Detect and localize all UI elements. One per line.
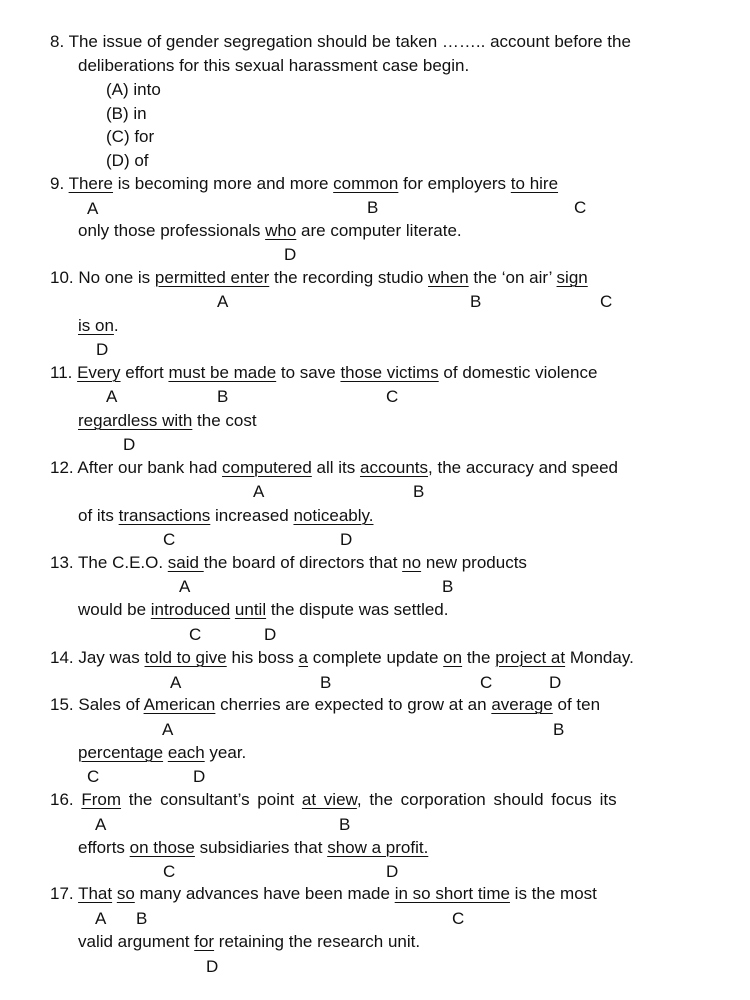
question-9-text: for employers xyxy=(398,174,511,193)
question-15-label-c: C xyxy=(87,767,100,786)
question-12-underlined-a: computered xyxy=(222,458,312,477)
question-10-label-a: A xyxy=(217,292,229,311)
question-9-underlined-b: common xyxy=(333,174,399,193)
question-16-label-d: D xyxy=(386,862,399,881)
question-14-underlined-c: on xyxy=(443,648,463,667)
question-11-text: to save xyxy=(276,363,341,382)
question-16-label-b: B xyxy=(339,815,351,834)
question-15-underlined-d: each xyxy=(167,743,205,762)
question-13-label-c: C xyxy=(189,625,202,644)
question-10-text: . xyxy=(113,316,119,335)
question-16-label-c: C xyxy=(163,862,176,881)
question-11-label-a: A xyxy=(106,387,118,406)
question-14-label-d: D xyxy=(549,673,562,692)
question-13-underlined-a: said xyxy=(167,553,204,572)
question-13-text: the board of directors that xyxy=(203,553,403,572)
question-17-text: many advances have been made xyxy=(134,884,395,903)
question-15-underlined-a: American xyxy=(143,695,216,714)
question-17-number: 17. xyxy=(50,884,79,903)
question-9-text: are computer literate. xyxy=(296,221,462,240)
question-15-underlined-b: average xyxy=(491,695,553,714)
question-14-text: complete update xyxy=(308,648,444,667)
question-11-text: the cost xyxy=(192,411,257,430)
question-13-underlined-c: introduced xyxy=(150,600,231,619)
question-11-line1 xyxy=(50,363,597,383)
question-11-underlined-d: regardless with xyxy=(78,411,193,430)
question-15-label-a: A xyxy=(162,720,174,739)
question-13-label-b: B xyxy=(442,577,454,596)
question-16-underlined-a: From xyxy=(81,790,122,809)
question-15-line2 xyxy=(78,743,246,763)
question-13-underlined-b: no xyxy=(402,553,422,572)
question-16-label-a: A xyxy=(95,815,107,834)
question-16-line2 xyxy=(78,838,428,858)
question-17-text: is the most xyxy=(509,884,597,903)
question-10-underlined-d: is on xyxy=(78,316,114,335)
question-10-text: 10. No one is xyxy=(50,268,155,287)
question-9-line1 xyxy=(50,174,558,194)
question-12-label-c: C xyxy=(163,530,176,549)
question-15-underlined-c: percentage xyxy=(78,743,164,762)
question-12-label-b: B xyxy=(413,482,425,501)
question-16-underlined-c: on those xyxy=(129,838,195,857)
question-10-text: the ‘on air’ xyxy=(468,268,557,287)
question-13-line1 xyxy=(50,553,527,573)
question-8-option-c: (C) for xyxy=(106,127,155,146)
question-14-underlined-a: told to give xyxy=(144,648,227,667)
question-14-label-c: C xyxy=(480,673,493,692)
question-16-number: 16. xyxy=(50,790,82,809)
question-11-number: 11. xyxy=(50,363,78,382)
question-17-underlined-b: so xyxy=(116,884,135,903)
question-13-underlined-d: until xyxy=(234,600,267,619)
question-11-text: effort xyxy=(120,363,169,382)
question-11-text: of domestic violence xyxy=(438,363,598,382)
question-11-label-c: C xyxy=(386,387,399,406)
question-10-label-d: D xyxy=(96,340,109,359)
question-11-underlined-a: Every xyxy=(77,363,121,382)
question-12-underlined-c: transactions xyxy=(118,506,211,525)
question-10-line1 xyxy=(50,268,588,288)
question-11-label-b: B xyxy=(217,387,229,406)
question-16-text: the consultant’s point xyxy=(121,790,302,809)
question-10-label-c: C xyxy=(600,292,613,311)
question-17-text: valid argument xyxy=(78,932,195,951)
question-12-text: increased xyxy=(210,506,294,525)
question-17-label-b: B xyxy=(136,909,148,928)
question-17-label-c: C xyxy=(452,909,465,928)
question-10-text: the recording studio xyxy=(269,268,429,287)
question-13-text: new products xyxy=(421,553,527,572)
question-14-text: Monday. xyxy=(565,648,634,667)
question-9-label-c: C xyxy=(574,198,587,217)
question-13-text: would be xyxy=(78,600,151,619)
question-9-label-d: D xyxy=(284,245,297,264)
question-17-underlined-c: in so short time xyxy=(394,884,510,903)
question-8-option-a: (A) into xyxy=(106,80,161,99)
question-12-label-d: D xyxy=(340,530,353,549)
question-14-underlined-b: a xyxy=(298,648,309,667)
question-10-label-b: B xyxy=(470,292,482,311)
question-16-underlined-d: show a profit. xyxy=(327,838,429,857)
question-10-line2 xyxy=(78,316,119,336)
question-17-label-d: D xyxy=(206,957,219,976)
question-9-number: 9. xyxy=(50,174,69,193)
question-16-text: efforts xyxy=(78,838,130,857)
question-9-underlined-d: who xyxy=(265,221,297,240)
question-12-label-a: A xyxy=(253,482,265,501)
question-11-underlined-b: must be made xyxy=(168,363,277,382)
question-12-text: , the accuracy and speed xyxy=(428,458,618,477)
question-15-text: cherries are expected to grow at an xyxy=(215,695,492,714)
question-17-line2 xyxy=(78,932,420,952)
question-17-label-a: A xyxy=(95,909,107,928)
question-14-text: the xyxy=(462,648,496,667)
question-13-label-d: D xyxy=(264,625,277,644)
question-13-text: 13. The C.E.O. xyxy=(50,553,168,572)
question-9-label-b: B xyxy=(367,198,379,217)
question-8-option-b: (B) in xyxy=(106,104,147,123)
question-15-text: year. xyxy=(204,743,247,762)
question-12-underlined-d: noticeably. xyxy=(293,506,374,525)
question-12-text: all its xyxy=(311,458,360,477)
question-9-text: is becoming more and more xyxy=(113,174,334,193)
question-17-line1 xyxy=(50,884,597,904)
question-15-label-b: B xyxy=(553,720,565,739)
question-16-underlined-b: at view xyxy=(301,790,357,809)
question-15-label-d: D xyxy=(193,767,206,786)
question-14-underlined-d: project at xyxy=(495,648,566,667)
question-8-stem-line2: deliberations for this sexual harassment case begin. xyxy=(78,56,470,75)
question-10-underlined-b: when xyxy=(428,268,469,287)
question-11-underlined-c: those victims xyxy=(340,363,439,382)
question-17-underlined-a: That xyxy=(78,884,113,903)
question-8-stem-line1: 8. The issue of gender segregation should be taken …….. account before the xyxy=(50,32,631,51)
question-9-label-a: A xyxy=(87,199,99,218)
question-15-text: of ten xyxy=(552,695,601,714)
question-14-label-b: B xyxy=(320,673,332,692)
question-9-text: only those professionals xyxy=(78,221,266,240)
question-9-line2 xyxy=(78,221,462,241)
question-13-label-a: A xyxy=(179,577,191,596)
question-9-underlined-a: There xyxy=(68,174,114,193)
question-15-line1 xyxy=(50,695,600,715)
question-14-line1 xyxy=(50,648,634,668)
question-13-line2 xyxy=(78,600,448,620)
question-12-line2 xyxy=(78,506,373,526)
question-8-option-d: (D) of xyxy=(106,151,149,170)
question-14-label-a: A xyxy=(170,673,182,692)
question-16-text: , the corporation should focus its xyxy=(356,790,617,809)
question-14-text: his boss xyxy=(226,648,299,667)
question-11-line2 xyxy=(78,411,257,431)
question-12-text: 12. After our bank had xyxy=(50,458,223,477)
question-12-underlined-b: accounts xyxy=(359,458,429,477)
question-12-line1 xyxy=(50,458,618,478)
question-9-underlined-c: to hire xyxy=(510,174,559,193)
question-16-text: subsidiaries that xyxy=(194,838,328,857)
question-12-text: of its xyxy=(78,506,119,525)
question-15-text: 15. Sales of xyxy=(50,695,144,714)
question-10-underlined-c: sign xyxy=(556,268,588,287)
question-16-line1 xyxy=(50,790,617,810)
question-17-underlined-d: for xyxy=(194,932,215,951)
question-11-label-d: D xyxy=(123,435,136,454)
question-17-text: retaining the research unit. xyxy=(214,932,421,951)
question-13-text: the dispute was settled. xyxy=(266,600,449,619)
question-14-text: 14. Jay was xyxy=(50,648,145,667)
question-10-underlined-a: permitted enter xyxy=(154,268,270,287)
